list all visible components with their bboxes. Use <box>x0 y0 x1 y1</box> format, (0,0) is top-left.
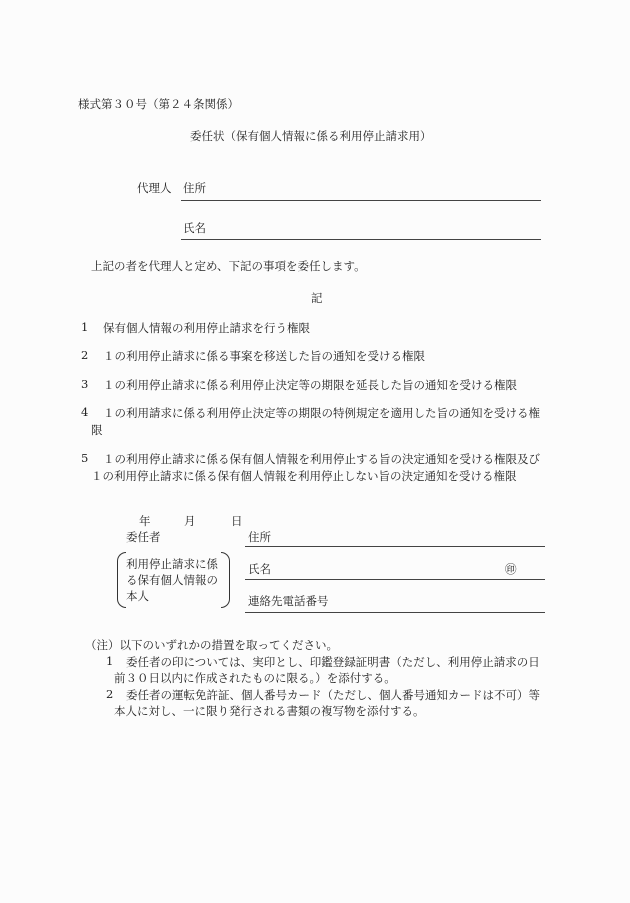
principal-name-field[interactable] <box>245 579 545 580</box>
agent-name-field[interactable] <box>181 239 541 240</box>
item-text: 保有個人情報の利用停止請求を行う権限 <box>103 321 310 335</box>
note-text: 委任者の運転免許証、個人番号カード（ただし、個人番号通知カードは不可）等 <box>126 688 540 702</box>
note-number: 1 <box>106 654 114 668</box>
item-number: 4 <box>81 405 89 419</box>
principal-label: 委任者 <box>126 530 161 544</box>
item-text-continued: 限 <box>91 423 103 437</box>
item-text-continued: １の利用停止請求に係る保有個人情報を利用停止しない旨の決定通知を受ける権限 <box>91 469 517 483</box>
document-title: 委任状（保有個人情報に係る利用停止請求用） <box>190 129 432 143</box>
note-text: 委任者の印については、実印とし、印鑑登録証明書（ただし、利用停止請求の日 <box>126 655 540 669</box>
note-number: 2 <box>106 687 114 701</box>
date-year: 年 <box>139 514 151 528</box>
date-day: 日 <box>231 514 243 528</box>
ki-heading: 記 <box>311 291 323 305</box>
bracket-line: 本人 <box>126 589 149 603</box>
date-month: 月 <box>184 514 196 528</box>
item-number: 3 <box>81 377 89 391</box>
left-bracket <box>117 552 126 608</box>
principal-address-field[interactable] <box>245 546 545 547</box>
item-text: １の利用停止請求に係る利用停止決定等の期限を延長した旨の通知を受ける権限 <box>103 378 517 392</box>
delegation-statement: 上記の者を代理人と定め、下記の事項を委任します。 <box>91 259 366 273</box>
agent-label: 代理人 <box>137 181 172 195</box>
note-text-continued: 前３０日以内に作成されたものに限る。）を添付する。 <box>114 671 396 685</box>
agent-address-label: 住所 <box>183 181 206 195</box>
principal-address-label: 住所 <box>248 530 271 544</box>
principal-phone-field[interactable] <box>245 612 545 613</box>
item-number: 5 <box>81 451 89 465</box>
notes-heading: （注）以下のいずれかの措置を取ってください。 <box>85 638 338 652</box>
principal-phone-label: 連絡先電話番号 <box>248 594 329 608</box>
item-text: １の利用停止請求に係る事案を移送した旨の通知を受ける権限 <box>103 349 425 363</box>
note-text-continued: 本人に対し、一に限り発行される書類の複写物を添付する。 <box>114 704 425 718</box>
principal-name-label: 氏名 <box>248 562 271 576</box>
agent-address-field[interactable] <box>181 200 541 201</box>
agent-name-label: 氏名 <box>183 221 206 235</box>
form-number: 様式第３０号（第２４条関係） <box>78 97 239 111</box>
item-number: 1 <box>81 320 89 334</box>
seal-mark: ㊞ <box>505 562 517 576</box>
bracket-line: 利用停止請求に係 <box>126 557 218 571</box>
list-item <box>81 320 88 334</box>
bracket-line: る保有個人情報の <box>126 573 218 587</box>
item-text: １の利用停止請求に係る保有個人情報を利用停止する旨の決定通知を受ける権限及び <box>103 452 540 466</box>
item-text: １の利用請求に係る利用停止決定等の期限の特例規定を適用した旨の通知を受ける権 <box>103 406 540 420</box>
item-number: 2 <box>81 348 89 362</box>
right-bracket <box>221 552 230 608</box>
